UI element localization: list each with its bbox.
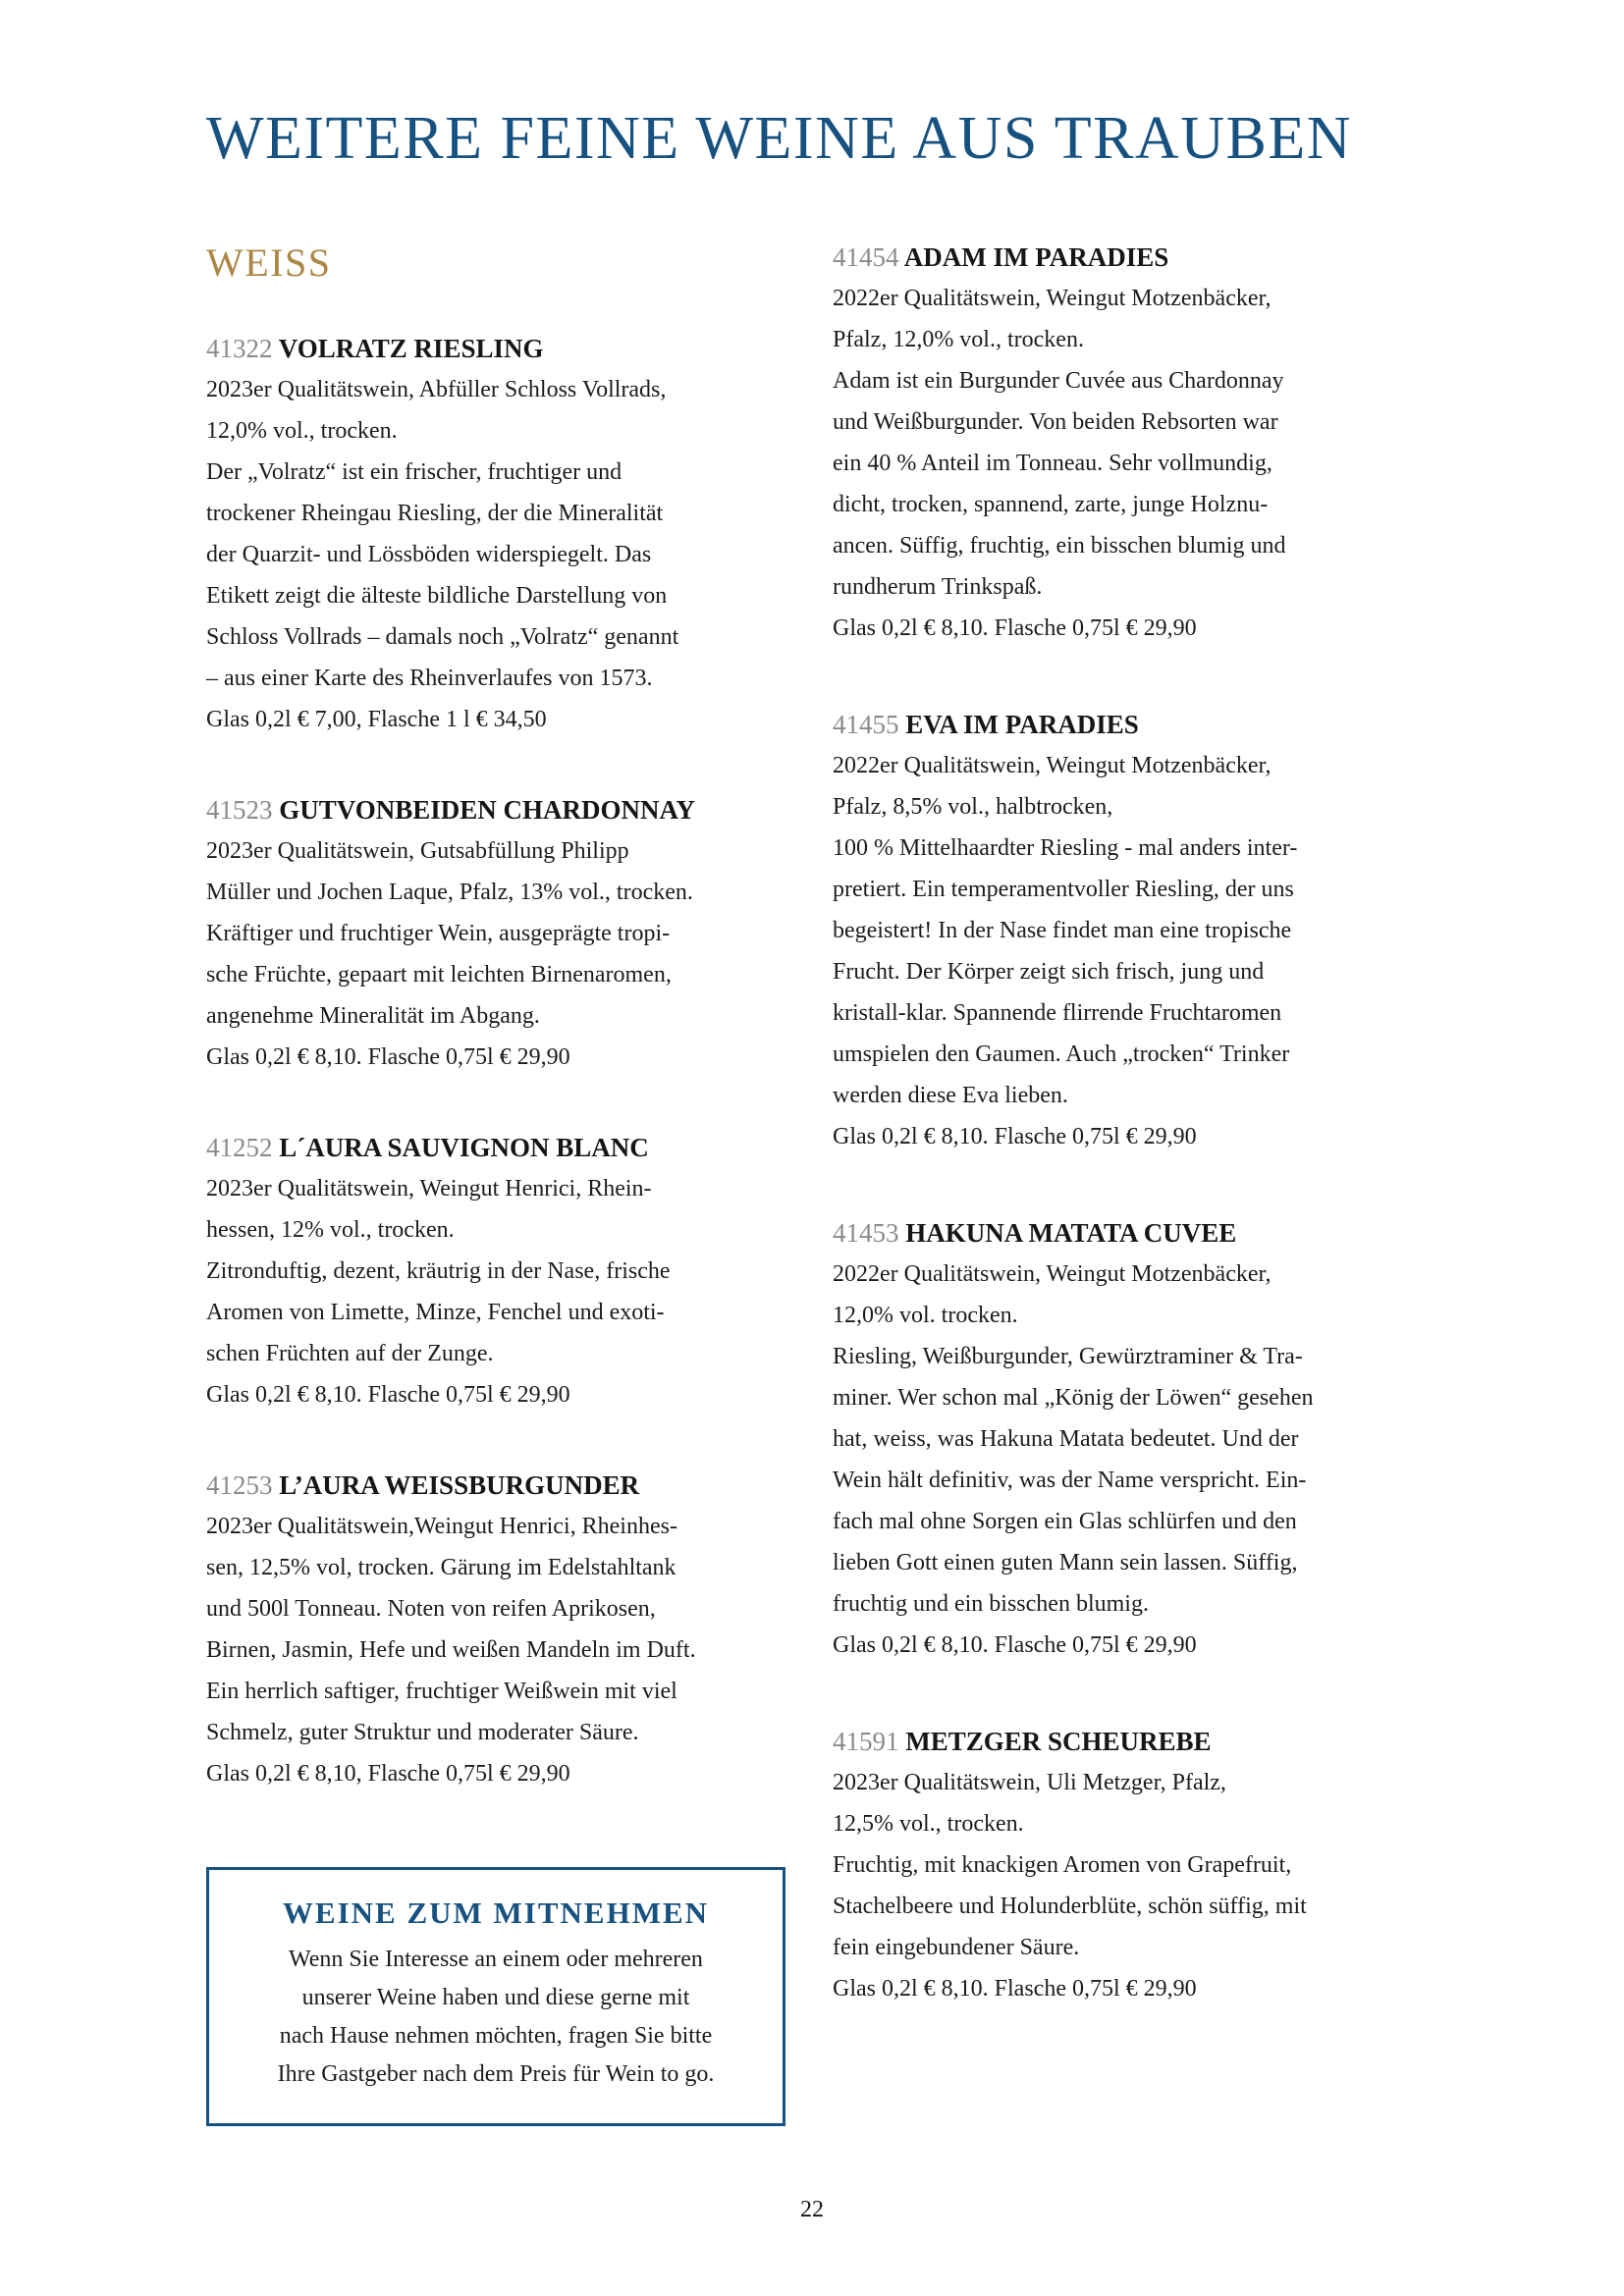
wine-description-line: Schloss Vollrads – damals noch „Volratz“ genannt bbox=[206, 624, 679, 650]
wine-description-line: ancen. Süffig, fruchtig, ein bisschen blumig und bbox=[833, 533, 1286, 559]
wine-description-line: fach mal ohne Sorgen ein Glas schlürfen und den bbox=[833, 1509, 1297, 1534]
wine-name: ADAM IM PARADIES bbox=[903, 242, 1169, 272]
wine-description-line: Riesling, Weißburgunder, Gewürztraminer & Tra- bbox=[833, 1344, 1303, 1369]
right-column bbox=[833, 169, 1343, 2009]
wine-description-line: Wein hält definitiv, was der Name verspricht. Ein- bbox=[833, 1468, 1307, 1493]
section-heading-weiss: WEISS bbox=[206, 240, 332, 285]
wine-price-line: Glas 0,2l € 8,10. Flasche 0,75l € 29,90 bbox=[833, 1632, 1197, 1658]
wine-number: 41523 bbox=[206, 795, 273, 825]
wine-description-line: schen Früchten auf der Zunge. bbox=[206, 1341, 494, 1366]
takeaway-box-line: unserer Weine haben und diese gerne mit bbox=[301, 1985, 690, 2010]
wine-description-line: Kräftiger und fruchtiger Wein, ausgeprägte tropi- bbox=[206, 921, 671, 946]
page-number: 22 bbox=[800, 2197, 824, 2222]
wine-name: HAKUNA MATATA CUVEE bbox=[905, 1218, 1237, 1248]
takeaway-box-line: Ihre Gastgeber nach dem Preis für Wein to go. bbox=[277, 2061, 715, 2087]
wine-description-line: 2023er Qualitätswein, Uli Metzger, Pfalz, bbox=[833, 1770, 1226, 1795]
wine-description-line: Stachelbeere und Holunderblüte, schön süffig, mit bbox=[833, 1894, 1307, 1919]
wine-description-line: fein eingebundener Säure. bbox=[833, 1935, 1080, 1960]
takeaway-box-text bbox=[219, 1941, 773, 2094]
wine-entry-heading bbox=[206, 789, 787, 830]
wine-price-line: Glas 0,2l € 8,10, Flasche 0,75l € 29,90 bbox=[206, 1761, 570, 1787]
wine-description-line: Fruchtig, mit knackigen Aromen von Grapefruit, bbox=[833, 1852, 1292, 1878]
wine-description-line: begeistert! In der Nase findet man eine tropische bbox=[833, 918, 1292, 943]
wine-description-line: 2022er Qualitätswein, Weingut Motzenbäcker, bbox=[833, 753, 1272, 778]
wine-description-line: umspielen den Gaumen. Auch „trocken“ Trinker bbox=[833, 1041, 1290, 1067]
wine-description-line: Birnen, Jasmin, Hefe und weißen Mandeln im Duft. bbox=[206, 1637, 696, 1663]
wine-description-line: 2022er Qualitätswein, Weingut Motzenbäcker, bbox=[833, 1261, 1272, 1287]
wine-entry-heading bbox=[833, 704, 1343, 745]
wine-description-line: miner. Wer schon mal „König der Löwen“ gesehen bbox=[833, 1385, 1314, 1411]
wine-entry-heading bbox=[833, 237, 1343, 278]
wine-description-line: dicht, trocken, spannend, zarte, junge Holznu- bbox=[833, 492, 1269, 517]
wine-price-line: Glas 0,2l € 8,10. Flasche 0,75l € 29,90 bbox=[833, 1976, 1197, 2002]
wine-description-line: pretiert. Ein temperamentvoller Riesling, der uns bbox=[833, 877, 1294, 902]
wine-description-line: der Quarzit- und Lössböden widerspiegelt. Das bbox=[206, 542, 652, 567]
wine-entry bbox=[206, 789, 787, 1078]
wine-price-line: Glas 0,2l € 8,10. Flasche 0,75l € 29,90 bbox=[833, 1124, 1197, 1149]
wine-name: METZGER SCHEUREBE bbox=[905, 1727, 1212, 1756]
takeaway-box-line: nach Hause nehmen möchten, fragen Sie bitte bbox=[279, 2023, 713, 2049]
wine-entry-heading bbox=[833, 1721, 1343, 1762]
wine-description-line: 2022er Qualitätswein, Weingut Motzenbäcker, bbox=[833, 286, 1272, 311]
wine-number: 41252 bbox=[206, 1133, 273, 1162]
wine-description-line: werden diese Eva lieben. bbox=[833, 1083, 1068, 1108]
wine-number: 41591 bbox=[833, 1727, 899, 1756]
wine-entry bbox=[833, 704, 1343, 1157]
wine-description-line: trockener Rheingau Riesling, der die Mineralität bbox=[206, 501, 664, 526]
wine-description-line: und 500l Tonneau. Noten von reifen Aprikosen, bbox=[206, 1596, 656, 1622]
wine-description-line: Etikett zeigt die älteste bildliche Darstellung von bbox=[206, 583, 668, 609]
wine-number: 41322 bbox=[206, 334, 273, 363]
wine-description-line: 12,0% vol. trocken. bbox=[833, 1303, 1018, 1328]
wine-entries-left bbox=[206, 328, 787, 1794]
wine-name: VOLRATZ RIESLING bbox=[278, 334, 544, 363]
wine-description-line: sche Früchte, gepaart mit leichten Birnenaromen, bbox=[206, 962, 672, 988]
wine-description-line: 2023er Qualitätswein, Weingut Henrici, Rhein- bbox=[206, 1176, 652, 1201]
wine-description-line: Adam ist ein Burgunder Cuvée aus Chardonnay bbox=[833, 368, 1284, 394]
wine-description-line: Pfalz, 12,0% vol., trocken. bbox=[833, 327, 1084, 352]
wine-number: 41253 bbox=[206, 1470, 273, 1500]
wine-number: 41454 bbox=[833, 242, 899, 272]
wine-description-line: Ein herrlich saftiger, fruchtiger Weißwein mit viel bbox=[206, 1679, 677, 1704]
wine-name: L’AURA WEISSBURGUNDER bbox=[279, 1470, 640, 1500]
wine-description-line: 2023er Qualitätswein, Abfüller Schloss Vollrads, bbox=[206, 377, 667, 402]
wine-entries-right bbox=[833, 237, 1343, 2009]
wine-entry bbox=[833, 237, 1343, 649]
wine-description-line: – aus einer Karte des Rheinverlaufes von 1573. bbox=[206, 666, 653, 691]
wine-price-line: Glas 0,2l € 8,10. Flasche 0,75l € 29,90 bbox=[206, 1382, 570, 1408]
wine-description-line: und Weißburgunder. Von beiden Rebsorten war bbox=[833, 409, 1278, 435]
wine-price-line: Glas 0,2l € 8,10. Flasche 0,75l € 29,90 bbox=[833, 615, 1197, 641]
wine-description-line: rundherum Trinkspaß. bbox=[833, 574, 1043, 600]
wine-price-line: Glas 0,2l € 7,00, Flasche 1 l € 34,50 bbox=[206, 707, 547, 732]
takeaway-box-title: WEINE ZUM MITNEHMEN bbox=[282, 1896, 710, 1930]
wine-description-line: Frucht. Der Körper zeigt sich frisch, jung und bbox=[833, 959, 1265, 985]
wine-description-line: Der „Volratz“ ist ein frischer, fruchtiger und bbox=[206, 459, 623, 485]
wine-description-line: hat, weiss, was Hakuna Matata bedeutet. Und der bbox=[833, 1426, 1299, 1452]
wine-description-line: Zitronduftig, dezent, kräutrig in der Nase, frische bbox=[206, 1258, 671, 1284]
wine-price-line: Glas 0,2l € 8,10. Flasche 0,75l € 29,90 bbox=[206, 1044, 570, 1070]
wine-description-line: Aromen von Limette, Minze, Fenchel und exoti- bbox=[206, 1300, 665, 1325]
wine-name: GUTVONBEIDEN CHARDONNAY bbox=[279, 795, 696, 825]
wine-entry-heading bbox=[206, 1127, 787, 1168]
wine-description-line: fruchtig und ein bisschen blumig. bbox=[833, 1591, 1149, 1617]
left-column bbox=[206, 169, 787, 2126]
wine-description-line: hessen, 12% vol., trocken. bbox=[206, 1217, 455, 1243]
wine-entry bbox=[206, 1465, 787, 1794]
wine-name: L´AURA SAUVIGNON BLANC bbox=[279, 1133, 649, 1162]
wine-entry bbox=[206, 1127, 787, 1415]
wine-description-line: 100 % Mittelhaardter Riesling - mal anders inter- bbox=[833, 835, 1298, 861]
wine-description-line: angenehme Mineralität im Abgang. bbox=[206, 1003, 540, 1029]
page-title: WEITERE FEINE WEINE AUS TRAUBEN bbox=[206, 105, 1352, 172]
wine-description-line: 2023er Qualitätswein,Weingut Henrici, Rheinhes- bbox=[206, 1514, 677, 1539]
takeaway-box bbox=[206, 1867, 785, 2126]
wine-description-line: Schmelz, guter Struktur und moderater Säure. bbox=[206, 1720, 639, 1745]
wine-description-line: sen, 12,5% vol, trocken. Gärung im Edelstahltank bbox=[206, 1555, 677, 1580]
wine-name: EVA IM PARADIES bbox=[905, 710, 1139, 739]
wine-description-line: 12,0% vol., trocken. bbox=[206, 418, 398, 444]
wine-description-line: Pfalz, 8,5% vol., halbtrocken, bbox=[833, 794, 1113, 820]
wine-description-line: Müller und Jochen Laque, Pfalz, 13% vol., trocken. bbox=[206, 880, 693, 905]
wine-number: 41453 bbox=[833, 1218, 899, 1248]
wine-entry-heading bbox=[206, 328, 787, 369]
wine-number: 41455 bbox=[833, 710, 899, 739]
wine-description-line: ein 40 % Anteil im Tonneau. Sehr vollmundig, bbox=[833, 451, 1272, 476]
content-columns bbox=[206, 169, 1624, 2126]
wine-entry-heading bbox=[833, 1212, 1343, 1254]
wine-description-line: lieben Gott einen guten Mann sein lassen. Süffig, bbox=[833, 1550, 1298, 1575]
wine-entry-heading bbox=[206, 1465, 787, 1506]
wine-entry bbox=[206, 328, 787, 740]
wine-description-line: kristall-klar. Spannende flirrende Fruchtaromen bbox=[833, 1000, 1282, 1026]
wine-entry bbox=[833, 1721, 1343, 2009]
wine-description-line: 12,5% vol., trocken. bbox=[833, 1811, 1024, 1837]
wine-description-line: 2023er Qualitätswein, Gutsabfüllung Philipp bbox=[206, 838, 629, 864]
wine-entry bbox=[833, 1212, 1343, 1666]
takeaway-box-line: Wenn Sie Interesse an einem oder mehreren bbox=[289, 1947, 703, 1972]
